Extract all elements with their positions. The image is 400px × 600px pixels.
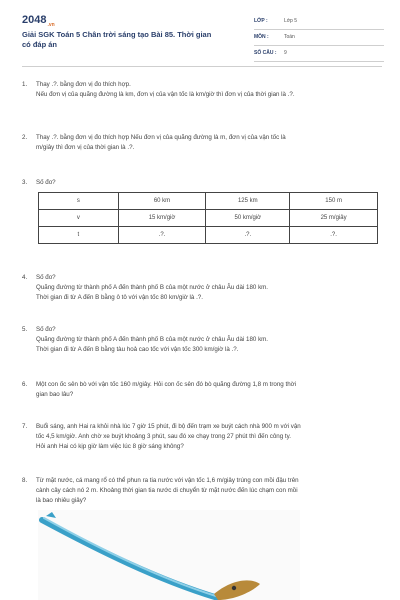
question-line: là bao nhiêu giây? (36, 497, 87, 504)
question-number: 1. (22, 81, 28, 88)
table-cell: t (39, 227, 119, 244)
meta-label: LỚP : (254, 18, 268, 24)
site-logo[interactable] (22, 14, 55, 28)
question-line: Thay .?. bằng đơn vị đo thích hợp. (36, 81, 131, 88)
table-cell: .?. (206, 227, 290, 244)
meta-panel (254, 16, 384, 64)
logo-sub: .vn (47, 22, 55, 29)
table-cell: 150 m (290, 193, 378, 210)
question-number: 5. (22, 326, 28, 333)
meta-label: SỐ CÂU : (254, 50, 277, 56)
document-title: Giải SGK Toán 5 Chân trời sáng tạo Bài 85. Thời gian có đáp án (22, 30, 212, 49)
question-line: Số đo? (36, 326, 56, 333)
meta-row-class (254, 16, 384, 30)
meta-value: Toán (284, 34, 295, 40)
table-cell: 125 km (206, 193, 290, 210)
question-7 (22, 422, 372, 452)
table-cell: 25 m/giây (290, 210, 378, 227)
fish-eye (232, 586, 236, 590)
table-cell: 15 km/giờ (118, 210, 206, 227)
question-line: gian bao lâu? (36, 391, 74, 398)
meta-value: Lớp 5 (284, 18, 298, 24)
question-line: Một con ốc sên bò với vận tốc 160 m/giây. Hỏi con ốc sên đó bò quãng đường 1,8 m trong thời (36, 381, 297, 388)
question-number: 2. (22, 134, 28, 141)
table-cell: .?. (118, 227, 206, 244)
question-5 (22, 325, 372, 355)
meta-label: MÔN : (254, 34, 269, 40)
table-cell: s (39, 193, 119, 210)
question-line: Thay .?. bằng đơn vị đo thích hợp Nếu đơn vị của quãng đường là m, đơn vị của vận tốc là (36, 134, 286, 141)
question-4 (22, 273, 372, 303)
question-line: cành cây cách nó 2 m. Khoảng thời gian tia nước di chuyển từ mặt nước đến lúc chạm con mồi (36, 487, 298, 494)
question-line: Từ mặt nước, cá mang rổ có thể phun ra tia nước với vận tốc 1,6 m/giây trúng con mồi đậu trên (36, 477, 299, 484)
table-row (39, 210, 378, 227)
question-line: Hỏi anh Hai có kịp giờ làm việc lúc 8 giờ sáng không? (36, 443, 184, 450)
table-cell: .?. (290, 227, 378, 244)
question-number: 4. (22, 274, 28, 281)
question-number: 3. (22, 179, 28, 186)
archerfish-illustration (38, 510, 300, 600)
table-cell: 50 km/giờ (206, 210, 290, 227)
question-line: Thời gian đi từ A đến B bằng ô tô với vận tốc 80 km/giờ là .?. (36, 294, 203, 301)
table-row (39, 193, 378, 210)
question-6 (22, 380, 372, 400)
logo-main: 2048 (22, 14, 47, 26)
question-line: Buổi sáng, anh Hai ra khỏi nhà lúc 7 giờ 15 phút, đi bộ đến trạm xe buýt cách nhà 900 m với vận (36, 423, 301, 430)
table-cell: v (39, 210, 119, 227)
question-2 (22, 133, 372, 153)
table-cell: 60 km (118, 193, 206, 210)
question-line: tốc 4,5 km/giờ. Anh chờ xe buýt khoảng 3 phút, sau đó xe chạy trong 27 phút thì đến công ty. (36, 433, 291, 440)
question-number: 6. (22, 381, 28, 388)
header-divider (22, 66, 382, 67)
question-number: 7. (22, 423, 28, 430)
question-line: Thời gian đi từ A đến B bằng tàu hoả cao tốc với vận tốc 300 km/giờ là .?. (36, 346, 239, 353)
question-line: Số đo? (36, 179, 56, 186)
question-line: m/giây thì đơn vị của thời gian là .?. (36, 144, 135, 151)
speed-table (38, 192, 378, 244)
question-1 (22, 80, 372, 100)
table-row (39, 227, 378, 244)
question-line: Nếu đơn vị của quãng đường là km, đơn vị của vận tốc là km/giờ thì đơn vị của thời gian là .?. (36, 91, 295, 98)
meta-row-subject (254, 32, 384, 46)
document-header (22, 14, 382, 60)
question-3 (22, 178, 372, 188)
meta-row-count (254, 48, 384, 62)
question-line: Quãng đường từ thành phố A đến thành phố B của một nước ở châu Âu dài 180 km. (36, 336, 269, 343)
meta-value: 9 (284, 50, 287, 56)
question-line: Số đo? (36, 274, 56, 281)
question-number: 8. (22, 477, 28, 484)
figure-background (38, 510, 300, 600)
question-line: Quãng đường từ thành phố A đến thành phố B của một nước ở châu Âu dài 180 km. (36, 284, 269, 291)
question-8 (22, 476, 372, 506)
